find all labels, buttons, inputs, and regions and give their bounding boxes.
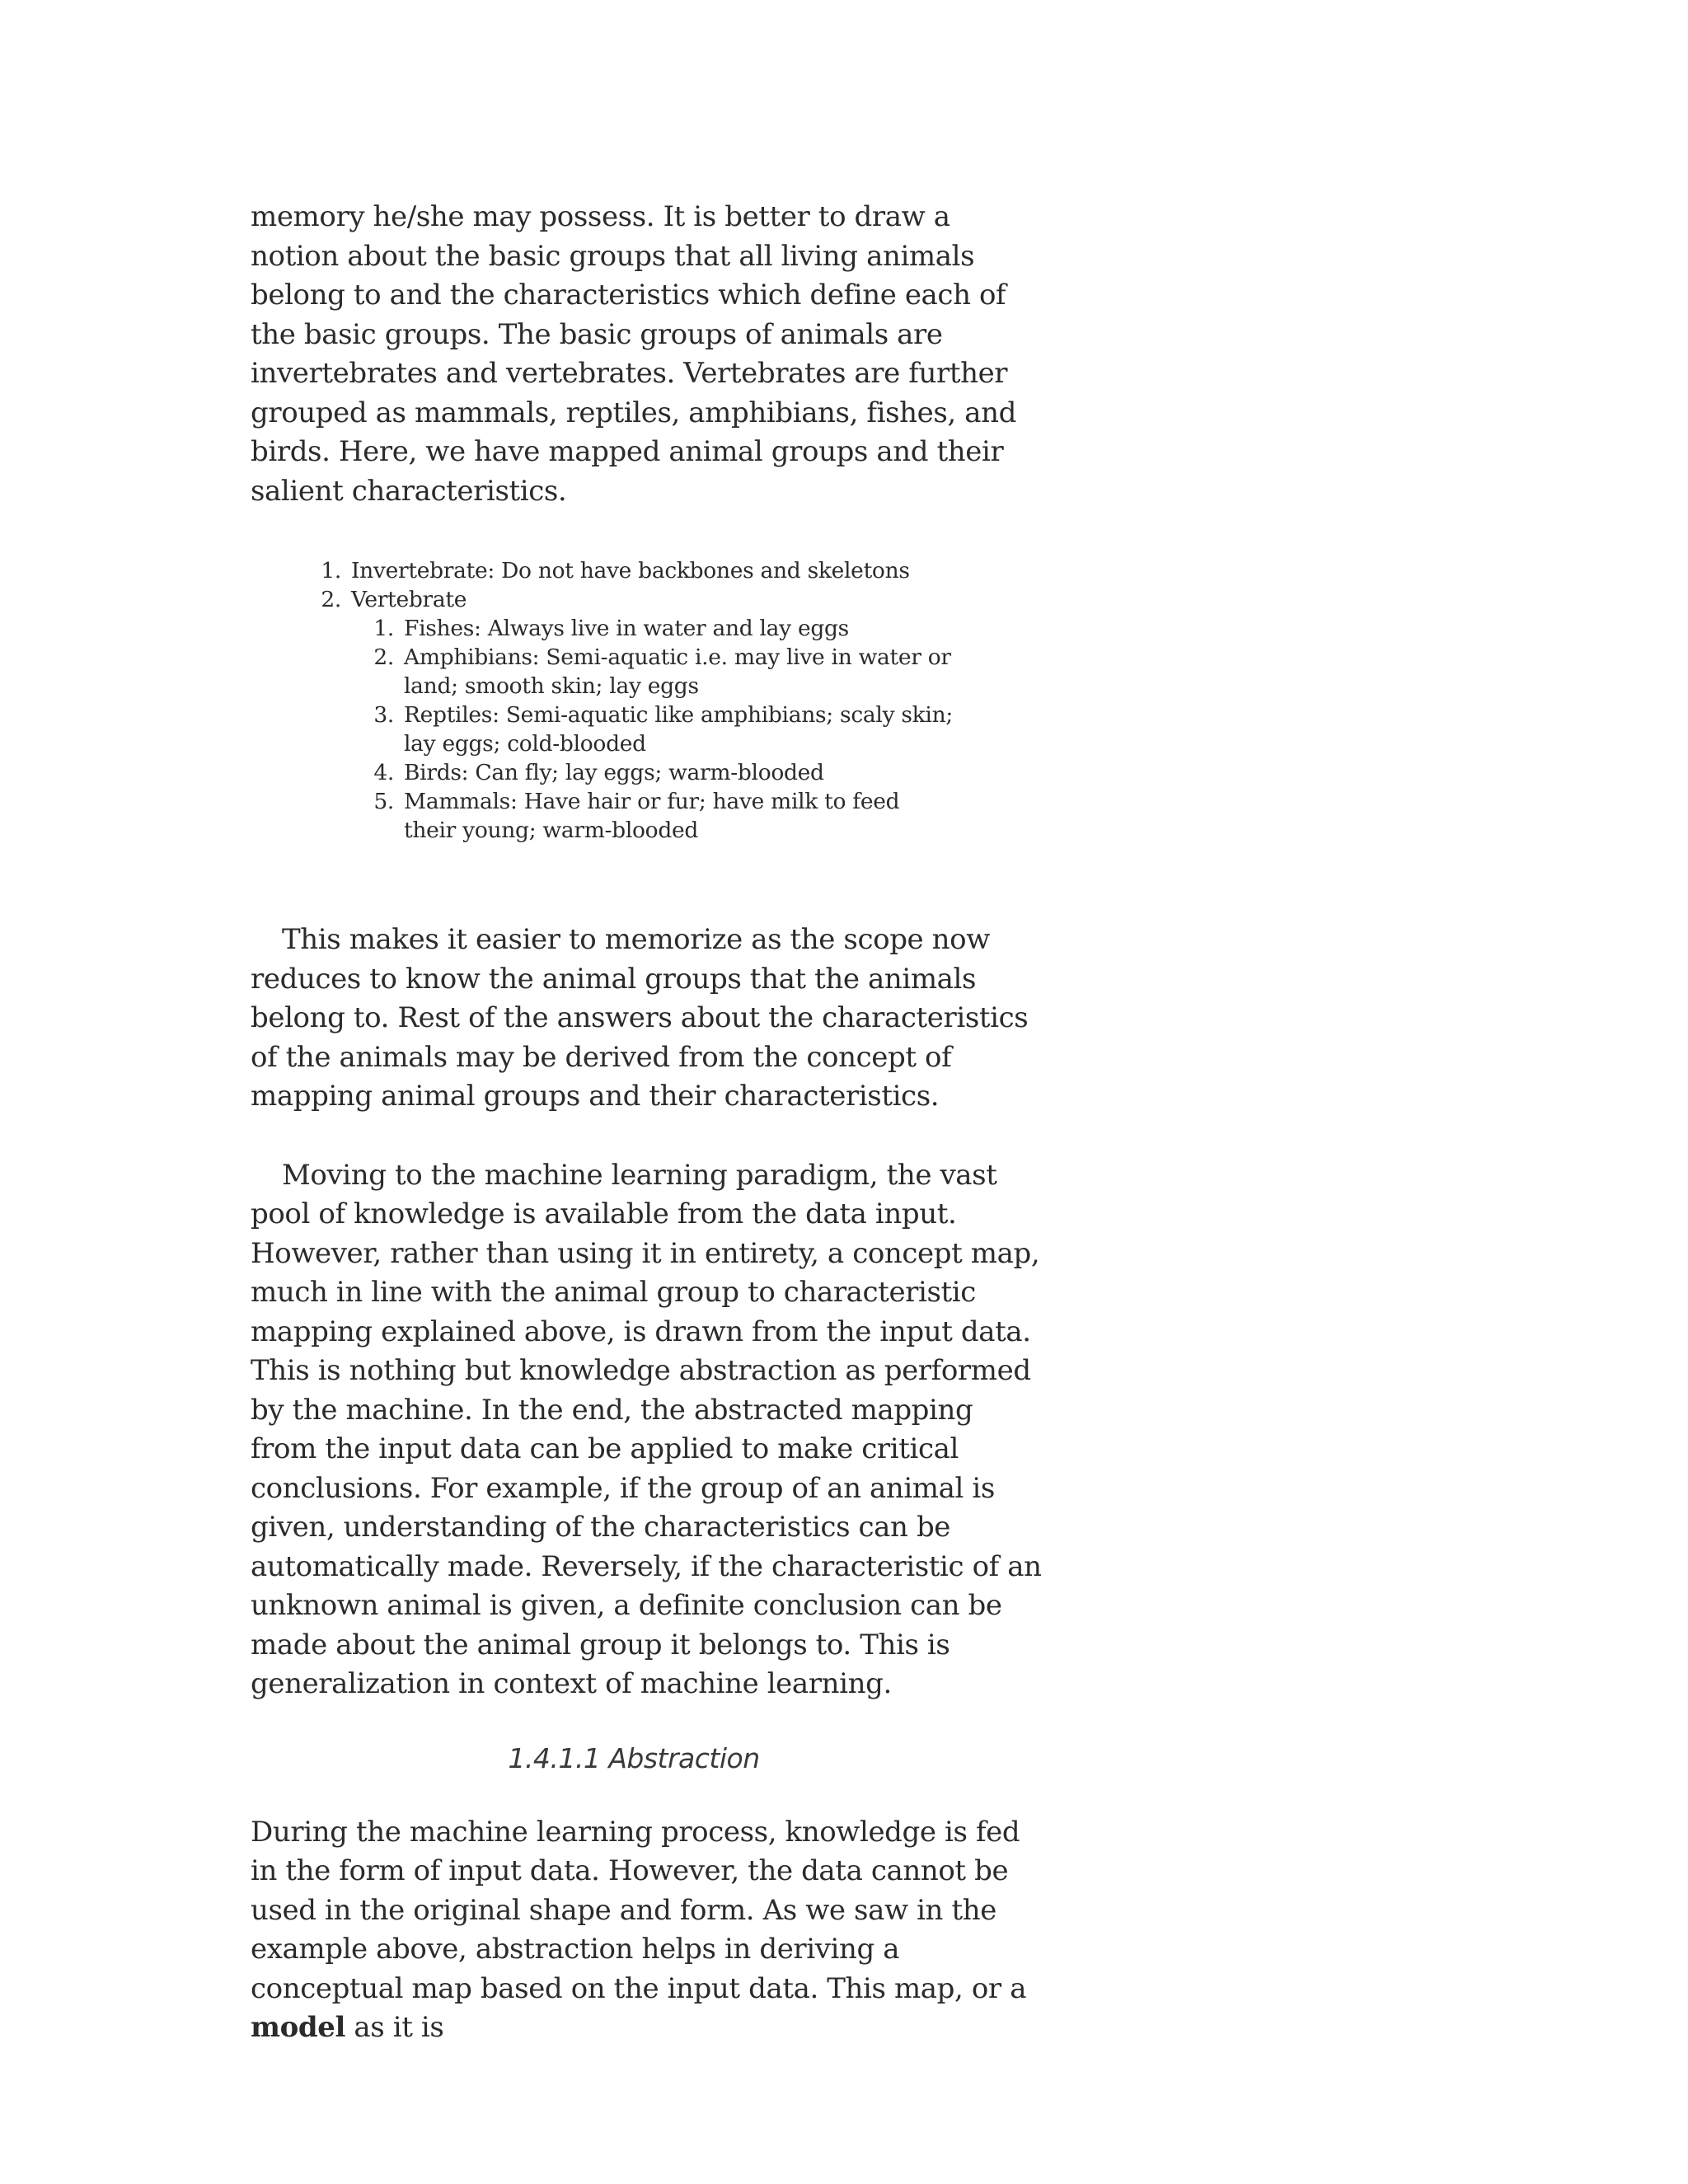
list-item-fishes <box>363 614 956 643</box>
abstraction-text-after: as it is <box>345 2011 444 2044</box>
list-number: 3. <box>373 702 394 728</box>
vertebrate-groups-list <box>363 614 956 845</box>
memorize-paragraph: This makes it easier to memorize as the scope now reduces to know the animal groups that the animals belong to. Rest of the answers about the characteristics of the animals may be derived from the concept of mapping animal groups and their characteristics. <box>251 923 1029 1113</box>
intro-paragraph: memory he/she may possess. It is better to draw a notion about the basic groups that all living animals belong to and the characteristics which define each of the basic groups. The basic groups of animals are invertebrates and vertebrates. Vertebrates are further grouped as mammals, reptiles, amphibians, fishes, and birds. Here, we have mapped animal groups and their salient characteristics. <box>251 200 1016 508</box>
list-item-text: Mammals: Have hair or fur; have milk to feed their young; warm-blooded <box>404 789 900 843</box>
model-term: model <box>251 2011 345 2044</box>
list-item-text: Vertebrate <box>351 587 467 612</box>
list-item-mammals <box>363 787 956 845</box>
list-item-text: Reptiles: Semi-aquatic like amphibians; scaly skin; lay eggs; cold-blooded <box>404 702 953 757</box>
animal-groups-list <box>310 556 953 845</box>
list-number: 2. <box>373 644 394 670</box>
list-item-text: Amphibians: Semi-aquatic i.e. may live in water or land; smooth skin; lay eggs <box>404 644 951 699</box>
list-item-amphibians <box>363 643 956 701</box>
list-item-text: Invertebrate: Do not have backbones and skeletons <box>351 558 910 583</box>
abstraction-paragraph <box>251 1813 1042 2048</box>
list-number: 4. <box>373 760 394 785</box>
list-number: 2. <box>321 587 341 612</box>
abstraction-text-before: During the machine learning process, knowledge is fed in the form of input data. However, the data cannot be used in the original shape and form. As we saw in the example above, abstraction helps in deriving a conceptual map based on the input data. This map, or a <box>251 1815 1027 2005</box>
list-item-reptiles <box>363 701 956 758</box>
ml-paradigm-paragraph: Moving to the machine learning paradigm, the vast pool of knowledge is available from the data input. However, rather than using it in entirety, a concept map, much in line with the animal group to characteristic mapping explained above, is drawn from the input data. This is nothing but knowledge abstraction as performed by the machine. In the end, the abstracted mapping from the input data can be applied to make critical conclusions. For example, if the group of an animal is given, understanding of the characteristics can be automatically made. Reversely, if the characteristic of an unknown animal is given, a definite conclusion can be made about the animal group it belongs to. This is generalization in context of machine learning. <box>251 1158 1042 1700</box>
list-item-text: Fishes: Always live in water and lay eggs <box>404 616 849 641</box>
list-item-text: Birds: Can fly; lay eggs; warm-blooded <box>404 760 824 785</box>
list-item-birds <box>363 758 956 787</box>
list-number: 5. <box>373 789 394 814</box>
list-number: 1. <box>373 616 394 641</box>
list-item-vertebrate <box>310 585 953 845</box>
page-content <box>251 198 1042 2048</box>
list-number: 1. <box>321 558 341 583</box>
section-heading: 1.4.1.1 Abstraction <box>508 1741 760 1774</box>
list-item-invertebrate <box>310 556 953 585</box>
